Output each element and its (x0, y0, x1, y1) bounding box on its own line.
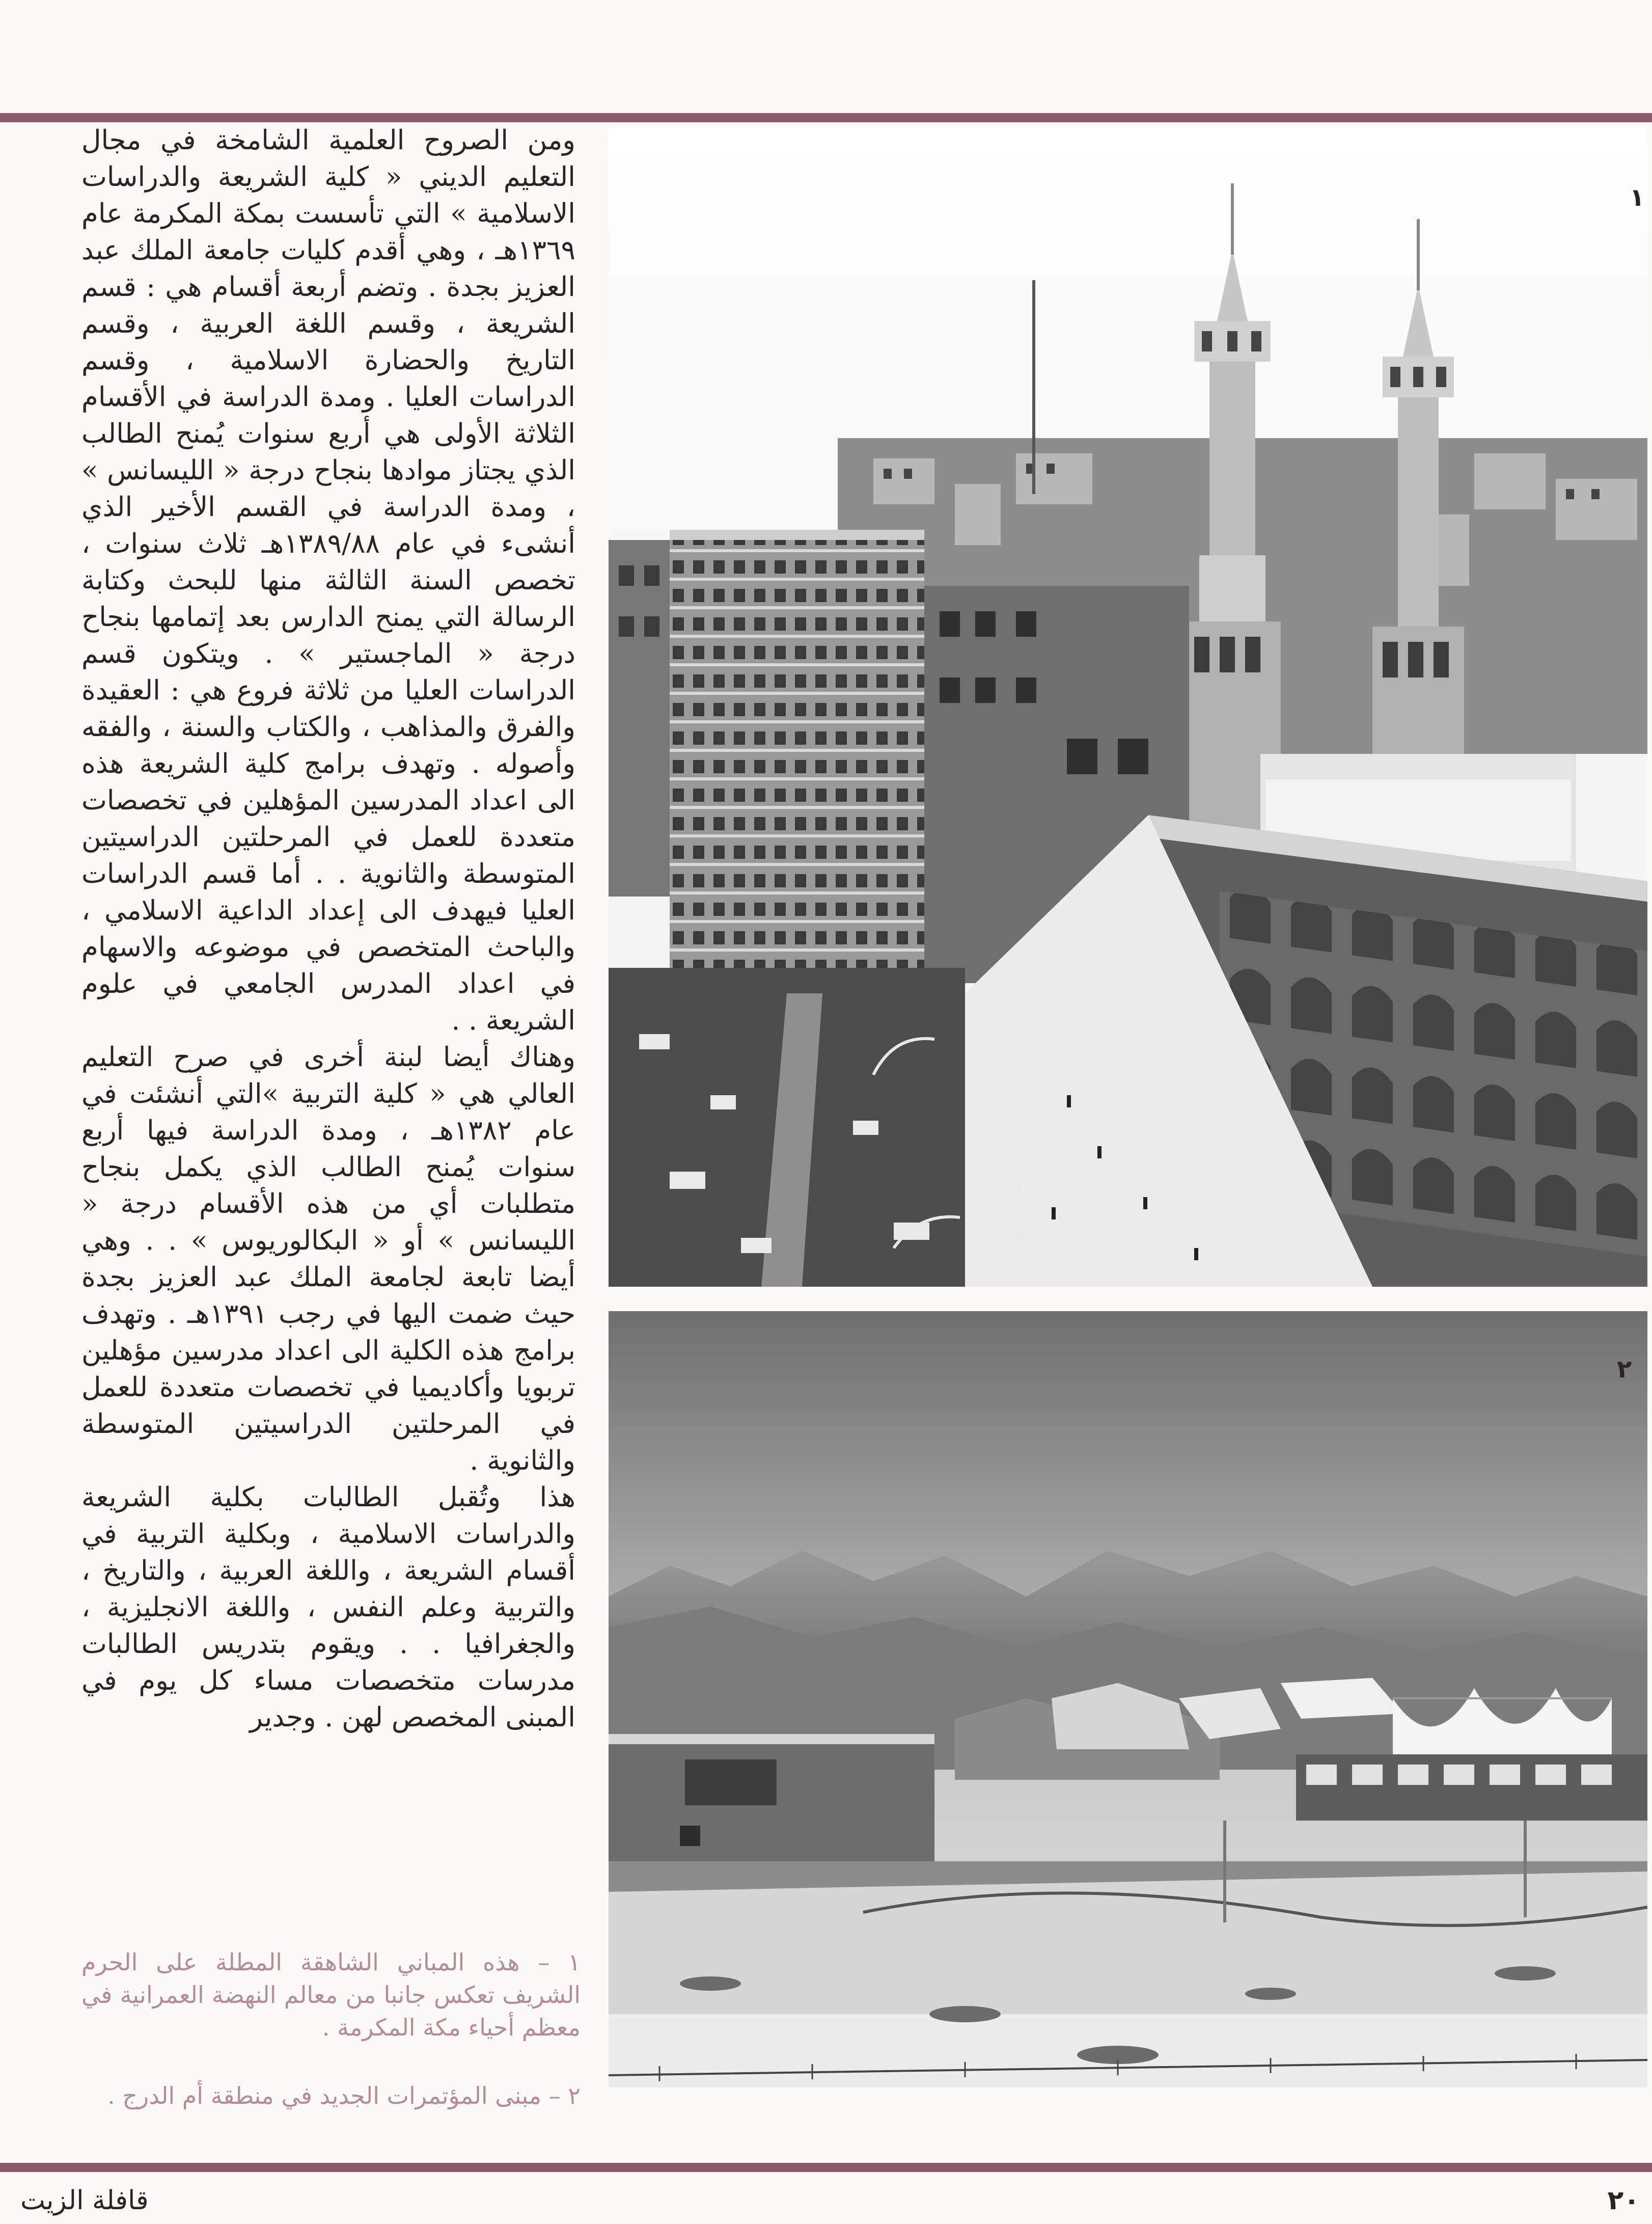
caption-1: ١ – هذه المباني الشاهقة المطلة على الحرم الشريف تعكس جانبا من معالم النهضة العمرانية في معظم أحياء مكة المكرمة . (81, 1948, 581, 2041)
page-number: ٢٠ (1607, 2185, 1640, 2216)
article-paragraph-3: هذا وتُقبل الطالبات بكلية الشريعة والدراسات الاسلامية ، وبكلية التربية في أقسام الشريعة ، واللغة العربية ، والتاريخ ، والتربية وعلم النفس ، واللغة الانجليزية ، والجغرافيا . . ويقوم بتدريس الطالبات مدرسات متخصصات مساء كل يوم في المبنى المخصص لهن . وجدير (81, 1482, 575, 1733)
article-paragraph-2: وهناك أيضا لبنة أخرى في صرح التعليم العالي هي « كلية التربية »التي أنشئت في عام ١٣٨٢هـ ، ومدة الدراسة فيها أربع سنوات يُمنح الطالب الذي يكمل بنجاح متطلبات أي من هذه الأقسام درجة « الليسانس » أو « البكالوريوس » . . وهي أيضا تابعة لجامعة الملك عبد العزيز بجدة حيث ضمت اليها في رجب ١٣٩١هـ . وتهدف برامج هذه الكلية الى اعداد مدرسين مؤهلين تربويا وأكاديميا في تخصصات متعددة للعمل في المرحلتين الدراسيتين المتوسطة والثانوية . (81, 1042, 576, 1476)
photo-mecca-buildings (609, 127, 1647, 1287)
bottom-divider (0, 2163, 1652, 2172)
article-paragraph-1: ومن الصروح العلمية الشامخة في مجال التعليم الديني « كلية الشريعة والدراسات الاسلامية » التي تأسست بمكة المكرمة عام ١٣٦٩هـ ، وهي أقدم كليات جامعة الملك عبد العزيز بجدة . وتضم أربعة أقسام هي : قسم الشريعة ، وقسم اللغة العربية ، وقسم التاريخ والحضارة الاسلامية ، وقسم الدراسات العليا . ومدة الدراسة في الأقسام الثلاثة الأولى هي أربع سنوات يُمنح الطالب الذي يجتاز موادها بنجاح درجة « الليسانس » ، ومدة الدراسة في القسم الأخير الذي أنشىء في عام ١٣٨٩/٨٨هـ ثلاث سنوات ، تخصص السنة الثالثة منها للبحث وكتابة الرسالة التي يمنح الدارس بعد إتمامها بنجاح درجة « الماجستير » . ويتكون قسم الدراسات العليا من ثلاثة فروع هي : العقيدة والفرق والمذاهب ، والكتاب والسنة ، والفقه وأصوله . وتهدف برامج كلية الشريعة هذه الى اعداد المدرسين المؤهلين في تخصصات متعددة للعمل في المرحلتين الدراسيتين المتوسطة والثانوية . . أما قسم الدراسات العليا فيهدف الى إعداد الداعية الاسلامي ، والباحث المتخصص في موضوعه والاسهام في اعداد المدرس الجامعي في علوم الشريعة . . (81, 125, 575, 1036)
photo-1-number: ١ (1630, 183, 1645, 212)
photo-conference-building (609, 1311, 1647, 2087)
photo-captions (81, 1946, 581, 2148)
article-body (81, 122, 575, 1910)
top-divider (0, 113, 1652, 122)
caption-2: ٢ – مبنى المؤتمرات الجديد في منطقة أم الدرج . (107, 2082, 581, 2109)
magazine-name: قافلة الزيت (20, 2185, 149, 2216)
photo-2-number: ٢ (1617, 1355, 1632, 1384)
